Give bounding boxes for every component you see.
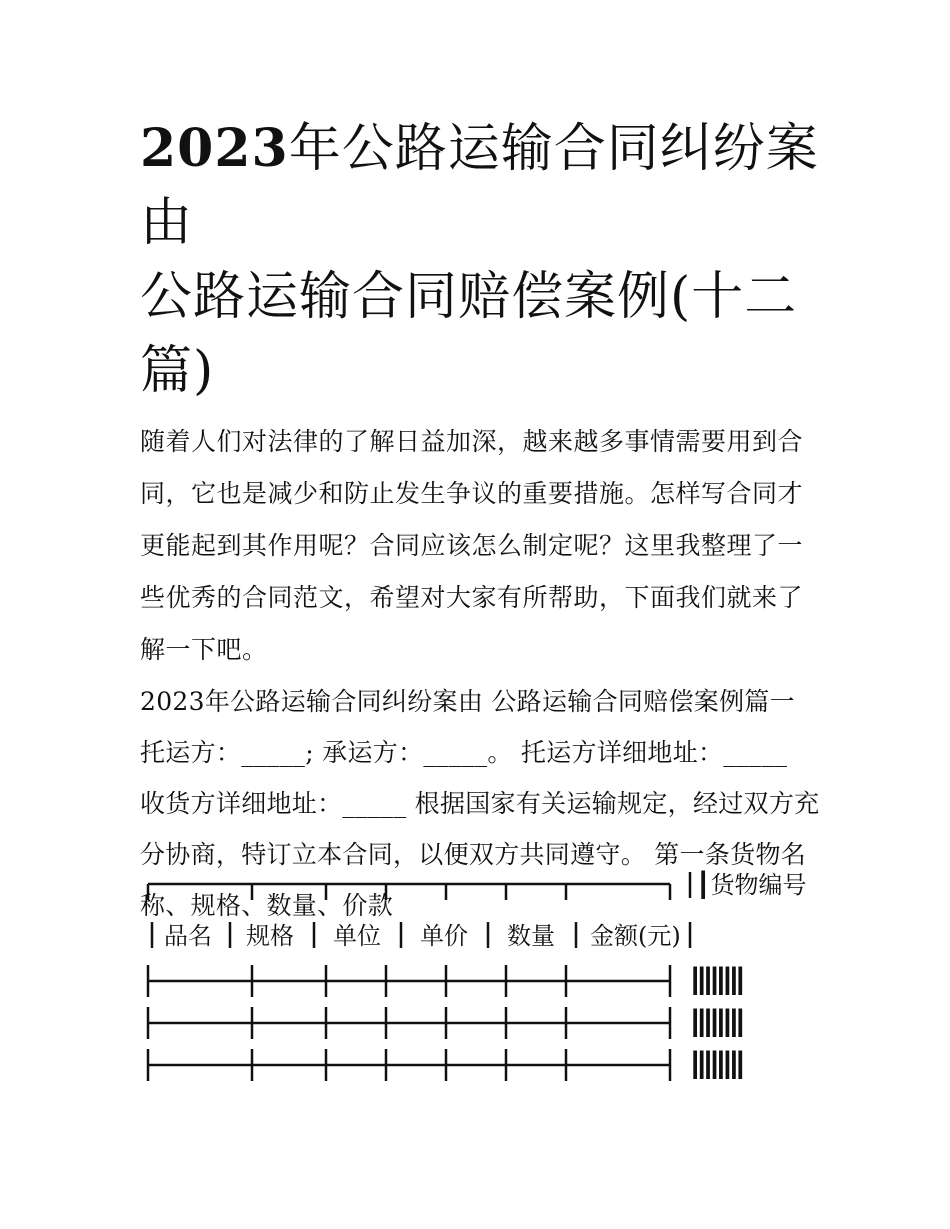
row-tail: ┃┃┃┃┃┃┃┃	[688, 967, 740, 995]
row-tail: ┃┃┃┃┃┃┃┃	[688, 1009, 740, 1037]
title-year: 2023	[140, 118, 289, 179]
goods-table	[140, 860, 820, 1100]
col-spec: 规格	[246, 922, 294, 950]
document-title	[140, 112, 820, 408]
col-amount: 金额(元)	[590, 922, 681, 950]
title-line2: 公路运输合同赔偿案例(十二	[140, 267, 798, 327]
col-qty: 数量	[507, 922, 555, 950]
body-paragraph: 2023年公路运输合同纠纷案由 公路运输合同赔偿案例篇一 托运方：_____; 承运方：_____。 托运方详细地址：_____ 收货方详细地址：_____ 根据国家有关运输规定，经过双方充分协商，特订立本合同，以便双方共同遵守。 第一条货物名称、规格、数量、价款	[140, 687, 820, 920]
intro-paragraph: 随着人们对法律的了解日益加深，越来越多事情需要用到合同，它也是减少和防止发生争议的重要措施。怎样写合同才更能起到其作用呢？合同应该怎么制定呢？这里我整理了一些优秀的合同范文，希望对大家有所帮助，下面我们就来了解一下吧。	[140, 427, 804, 664]
title-line1: 年公路运输合同纠纷案由	[140, 119, 819, 253]
col-goods-number: ┃货物编号	[696, 871, 807, 899]
col-price: 单价	[420, 922, 468, 950]
document-page	[140, 112, 820, 931]
col-name: 品名	[164, 922, 212, 950]
col-unit: 单位	[333, 922, 381, 950]
title-line3: 篇)	[140, 341, 215, 401]
row-tail: ┃┃┃┃┃┃┃┃	[688, 1051, 740, 1079]
